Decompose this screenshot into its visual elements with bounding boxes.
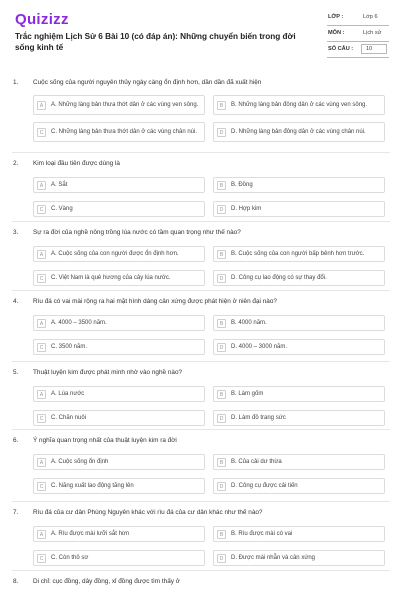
answer-option-b[interactable] (213, 95, 385, 115)
option-letter-badge: A (37, 250, 46, 259)
option-text: D. Những làng bản đông dân ở các vùng chân núi. (231, 129, 366, 135)
question-text: Thuật luyện kim được phát minh nhờ vào nghề nào? (33, 369, 183, 376)
option-text: B. Của cải dư thừa (231, 459, 282, 465)
question-text: Rìu đá của cư dân Phùng Nguyên khác với rìu đá của cư dân khác như thế nào? (33, 509, 263, 516)
option-letter-badge: A (37, 458, 46, 467)
option-text: B. Cuộc sống của con người bấp bênh hơn trước. (231, 251, 365, 257)
option-letter-badge: D (217, 554, 226, 563)
option-letter-badge: A (37, 319, 46, 328)
question-divider (12, 152, 390, 153)
option-letter-badge: D (217, 205, 226, 214)
meta-subject (327, 26, 389, 42)
option-letter-badge: A (37, 181, 46, 190)
option-letter-badge: C (37, 343, 46, 352)
option-letter-badge: C (37, 414, 46, 423)
option-letter-badge: D (217, 482, 226, 491)
option-text: B. Rìu được mài có vai (231, 531, 293, 537)
question-divider (12, 429, 390, 430)
question-divider (12, 221, 390, 222)
option-letter-badge: C (37, 274, 46, 283)
question-text: Cuộc sống của người nguyên thủy ngày càng ổn định hơn, dần dần đã xuất hiện (33, 79, 262, 86)
answer-option-b[interactable] (213, 177, 385, 193)
question-number: 2. (13, 160, 19, 167)
quizizz-logo: Quizizz (15, 11, 69, 28)
page-title: Trắc nghiệm Lịch Sử 6 Bài 10 (có đáp án): Những chuyển biến trong đời sống kinh tế (15, 32, 296, 52)
answer-option-b[interactable] (213, 246, 385, 262)
answer-option-b[interactable] (213, 386, 385, 402)
question-text: Rìu đá có vai mài rộng ra hai mặt hình dáng cân xứng được phát hiện ở niên đại nào? (33, 298, 277, 305)
answer-option-d[interactable] (213, 270, 385, 286)
answer-option-c[interactable] (33, 410, 205, 426)
option-text: A. Cuộc sống của con người được ổn định hơn. (51, 251, 179, 257)
option-letter-badge: B (217, 181, 226, 190)
option-letter-badge: A (37, 390, 46, 399)
question-divider (12, 501, 390, 502)
answer-option-a[interactable] (33, 95, 205, 115)
option-letter-badge: D (217, 128, 226, 137)
answer-option-b[interactable] (213, 526, 385, 542)
option-text: C. Còn thô sơ (51, 555, 89, 561)
question-divider (12, 290, 390, 291)
question-number: 4. (13, 298, 19, 305)
meta-class-value: Lớp 6 (363, 14, 378, 20)
question-divider (12, 570, 390, 571)
page-header (0, 0, 400, 70)
option-letter-badge: B (217, 101, 226, 110)
option-letter-badge: C (37, 205, 46, 214)
option-text: C. 3500 năm. (51, 344, 88, 350)
answer-option-c[interactable] (33, 201, 205, 217)
answer-option-a[interactable] (33, 177, 205, 193)
option-text: A. Lúa nước (51, 391, 85, 397)
option-text: B. Làm gốm (231, 391, 264, 397)
option-letter-badge: D (217, 414, 226, 423)
option-text: B. 4000 năm. (231, 320, 267, 326)
meta-class (327, 10, 389, 26)
option-letter-badge: C (37, 554, 46, 563)
option-text: D. 4000 – 3000 năm. (231, 344, 288, 350)
question-text: Sự ra đời của nghề nông trồng lúa nước có tầm quan trọng như thế nào? (33, 229, 241, 236)
option-text: A. 4000 – 3500 năm. (51, 320, 107, 326)
answer-option-a[interactable] (33, 526, 205, 542)
option-text: C. Năng xuất lao động tăng lên (51, 483, 134, 489)
option-letter-badge: D (217, 274, 226, 283)
answer-option-b[interactable] (213, 454, 385, 470)
quiz-meta (327, 10, 389, 58)
question-text: Ý nghĩa quan trọng nhất của thuật luyện kim ra đời (33, 437, 177, 444)
option-text: C. Những làng bản thưa thớt dân ở các vùng chân núi. (51, 129, 197, 135)
question-number: 8. (13, 578, 19, 585)
answer-option-a[interactable] (33, 315, 205, 331)
option-letter-badge: B (217, 390, 226, 399)
answer-option-c[interactable] (33, 550, 205, 566)
option-text: C. Chăn nuôi (51, 415, 87, 421)
option-text: A. Cuộc sống ổn định (51, 459, 109, 465)
option-letter-badge: B (217, 530, 226, 539)
meta-count-label: SỐ CÂU : (328, 46, 354, 52)
option-text: D. Công cụ lao động có sự thay đổi. (231, 275, 327, 281)
answer-option-c[interactable] (33, 122, 205, 142)
question-number: 7. (13, 509, 19, 516)
option-letter-badge: A (37, 530, 46, 539)
answer-option-a[interactable] (33, 454, 205, 470)
meta-count (327, 42, 389, 58)
answer-option-c[interactable] (33, 478, 205, 494)
option-text: A. Những làng bản thưa thớt dân ở các vùng ven sông. (51, 102, 199, 108)
question-text: Kim loại đầu tiên được dùng là (33, 160, 120, 167)
answer-option-d[interactable] (213, 122, 385, 142)
option-letter-badge: A (37, 101, 46, 110)
option-letter-badge: B (217, 319, 226, 328)
question-divider (12, 361, 390, 362)
option-text: B. Đồng (231, 182, 253, 188)
option-text: C. Việt Nam là quê hương của cây lúa nước. (51, 275, 171, 281)
answer-option-c[interactable] (33, 270, 205, 286)
answer-option-b[interactable] (213, 315, 385, 331)
answer-option-d[interactable] (213, 339, 385, 355)
answer-option-d[interactable] (213, 410, 385, 426)
answer-option-d[interactable] (213, 478, 385, 494)
question-number: 6. (13, 437, 19, 444)
meta-class-label: LỚP : (328, 14, 344, 20)
answer-option-d[interactable] (213, 201, 385, 217)
question-number: 1. (13, 79, 19, 86)
answer-option-a[interactable] (33, 386, 205, 402)
option-letter-badge: C (37, 128, 46, 137)
option-text: D. Được mài nhẵn và cân xứng (231, 555, 316, 561)
question-text: Di chỉ: cục đồng, dây đồng, xỉ đồng được tìm thấy ở (33, 578, 180, 585)
answer-option-d[interactable] (213, 550, 385, 566)
meta-subject-label: MÔN : (328, 30, 345, 36)
option-text: B. Những làng bản đông dân ở các vùng ven sông. (231, 102, 368, 108)
question-number: 5. (13, 369, 19, 376)
option-text: A. Sắt (51, 182, 68, 188)
answer-option-c[interactable] (33, 339, 205, 355)
option-letter-badge: C (37, 482, 46, 491)
option-letter-badge: B (217, 250, 226, 259)
option-text: C. Vàng (51, 206, 73, 212)
option-letter-badge: B (217, 458, 226, 467)
meta-count-value: 10 (361, 44, 387, 54)
answer-option-a[interactable] (33, 246, 205, 262)
option-text: D. Công cụ được cải tiến (231, 483, 298, 489)
meta-subject-value: Lịch sử (363, 30, 382, 36)
option-text: D. Làm đồ trang sức (231, 415, 286, 421)
option-text: D. Hợp kim (231, 206, 262, 212)
option-letter-badge: D (217, 343, 226, 352)
option-text: A. Rìu được mài lưỡi sắt hơn (51, 531, 130, 537)
question-number: 3. (13, 229, 19, 236)
